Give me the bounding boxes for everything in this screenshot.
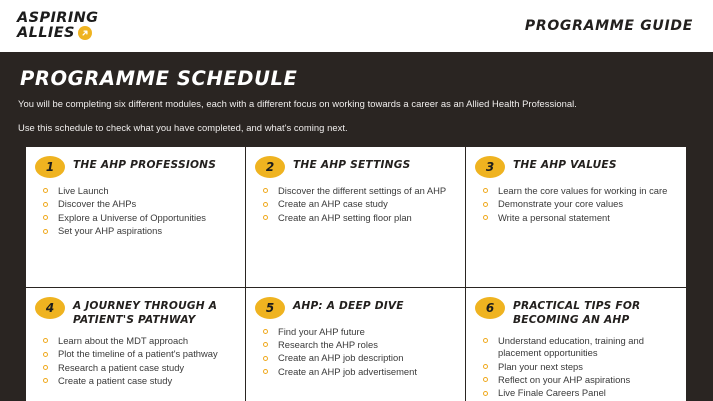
bullet-circle-icon [43, 352, 48, 357]
list-item [257, 212, 456, 224]
bullet-circle-icon [43, 338, 48, 343]
bullet-circle-icon [263, 329, 268, 334]
list-item-label: Create an AHP setting floor plan [278, 211, 412, 223]
module-card-header [255, 155, 456, 178]
list-item-label: Research the AHP roles [278, 338, 378, 350]
page-header [0, 0, 713, 52]
schedule-section [0, 52, 713, 401]
list-item-label: Discover the different settings of an AHP [278, 185, 447, 196]
module-title: THE AHP SETTINGS [293, 159, 411, 171]
module-card-header [475, 296, 677, 328]
bullet-circle-icon [483, 391, 488, 396]
module-card[interactable] [466, 288, 686, 401]
bullet-circle-icon [43, 202, 48, 207]
module-title: THE AHP VALUES [513, 159, 617, 171]
list-item-label: Discover the AHPs [58, 198, 137, 210]
list-item-label: Research a patient case study [58, 361, 185, 373]
module-activity-list [35, 185, 236, 238]
list-item-label: Create a patient case study [58, 374, 173, 386]
logo-line-1: ASPIRING [17, 10, 99, 27]
list-item-label: Create an AHP job advertisement [278, 365, 417, 377]
list-item [257, 366, 456, 378]
list-item [37, 212, 236, 224]
list-item [477, 361, 677, 373]
bullet-circle-icon [43, 378, 48, 383]
list-item-label: Create an AHP job description [278, 352, 404, 364]
module-number-badge: 5 [255, 297, 285, 319]
list-item [477, 374, 677, 386]
diagonal-arrow-icon [78, 26, 92, 40]
module-card-header [35, 155, 236, 178]
list-item [37, 362, 236, 374]
bullet-circle-icon [483, 364, 488, 369]
bullet-circle-icon [263, 188, 268, 193]
module-card[interactable] [246, 147, 466, 288]
list-item [477, 198, 677, 210]
bullet-circle-icon [483, 215, 488, 220]
bullet-circle-icon [43, 365, 48, 370]
module-activity-list [475, 185, 677, 224]
list-item [477, 335, 677, 360]
list-item [37, 335, 236, 347]
bullet-circle-icon [263, 215, 268, 220]
module-card[interactable] [466, 147, 686, 288]
bullet-circle-icon [483, 188, 488, 193]
list-item-label: Set your AHP aspirations [58, 225, 163, 237]
list-item [257, 339, 456, 351]
module-activity-list [255, 185, 456, 224]
module-activity-list [35, 335, 236, 388]
list-item-label: Reflect on your AHP aspirations [498, 373, 631, 385]
list-item [477, 185, 677, 197]
list-item [257, 326, 456, 338]
module-number-badge: 6 [475, 297, 505, 319]
module-card[interactable] [246, 288, 466, 401]
page-title: PROGRAMME SCHEDULE [20, 67, 298, 90]
module-number-badge: 3 [475, 156, 505, 178]
bullet-circle-icon [43, 229, 48, 234]
list-item [37, 198, 236, 210]
intro-paragraph-1: You will be completing six different modules, each with a different focus on working towards a career as an Allied Health Professional. [18, 98, 577, 109]
module-title: PRACTICAL TIPS FOR BECOMING AN AHP [513, 299, 641, 327]
logo-line-2: ALLIES [17, 25, 75, 41]
module-grid [25, 146, 687, 401]
bullet-circle-icon [263, 202, 268, 207]
list-item-label: Plan your next steps [498, 360, 583, 372]
bullet-circle-icon [263, 369, 268, 374]
list-item-label: Create an AHP case study [278, 198, 388, 210]
bullet-circle-icon [43, 188, 48, 193]
intro-paragraph-2: Use this schedule to check what you have completed, and what's coming next. [18, 122, 348, 133]
module-activity-list [255, 326, 456, 379]
module-card-header [255, 296, 456, 319]
list-item [37, 348, 236, 360]
list-item-label: Find your AHP future [278, 325, 365, 337]
list-item [257, 185, 456, 197]
module-number-badge: 4 [35, 297, 65, 319]
bullet-circle-icon [263, 342, 268, 347]
module-card-header [475, 155, 677, 178]
list-item [37, 375, 236, 387]
module-number-badge: 2 [255, 156, 285, 178]
list-item-label: Live Launch [58, 185, 109, 196]
list-item [257, 198, 456, 210]
bullet-circle-icon [483, 338, 488, 343]
module-number-badge: 1 [35, 156, 65, 178]
bullet-circle-icon [483, 202, 488, 207]
bullet-circle-icon [43, 215, 48, 220]
list-item-label: Write a personal statement [498, 211, 610, 223]
programme-guide-label: PROGRAMME GUIDE [524, 18, 693, 34]
list-item-label: Understand education, training and placement opportunities [498, 334, 644, 359]
list-item-label: Live Finale Careers Panel [498, 387, 606, 399]
list-item-label: Plot the timeline of a patient's pathway [58, 348, 218, 360]
list-item-label: Learn about the MDT approach [58, 334, 189, 346]
brand-logo[interactable] [17, 11, 98, 41]
list-item [37, 225, 236, 237]
module-title: A JOURNEY THROUGH A PATIENT'S PATHWAY [73, 299, 218, 327]
logo-line-2-row [17, 26, 98, 41]
module-activity-list [475, 335, 677, 400]
module-title: THE AHP PROFESSIONS [73, 159, 217, 171]
list-item [257, 352, 456, 364]
bullet-circle-icon [483, 377, 488, 382]
list-item-label: Demonstrate your core values [498, 198, 624, 210]
module-card[interactable] [26, 147, 246, 288]
module-card[interactable] [26, 288, 246, 401]
list-item [37, 185, 236, 197]
list-item [477, 387, 677, 399]
module-card-header [35, 296, 236, 328]
list-item-label: Explore a Universe of Opportunities [58, 211, 206, 223]
bullet-circle-icon [263, 356, 268, 361]
module-title: AHP: A DEEP DIVE [293, 299, 404, 312]
list-item [477, 212, 677, 224]
list-item-label: Learn the core values for working in care [498, 185, 668, 196]
